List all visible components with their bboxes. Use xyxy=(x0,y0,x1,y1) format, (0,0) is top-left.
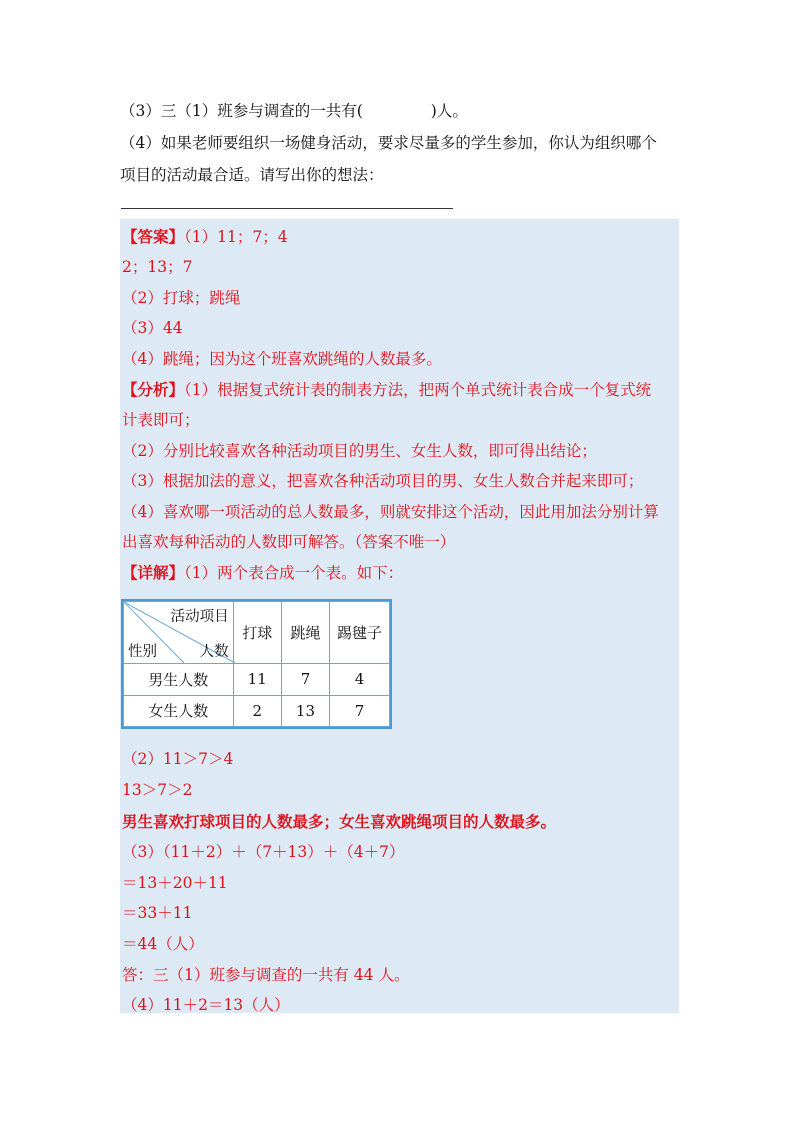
corner-count-label: 人数 xyxy=(199,644,229,660)
detail-p3-line-2: ＝13＋20＋11 xyxy=(122,874,228,892)
question-3-prefix: （3）三（1）班参与调查的一共有( xyxy=(120,102,363,120)
analysis-label: 【分析】 xyxy=(122,380,185,399)
detail-intro: （1）两个表合成一个表。如下： xyxy=(184,564,404,582)
detail-p2-conclusion: 男生喜欢打球项目的人数最多；女生喜欢跳绳项目的人数最多。 xyxy=(122,812,557,831)
detail-p3-line-3: ＝33＋11 xyxy=(122,904,193,922)
detail-line-1 xyxy=(122,561,403,583)
analysis-line-6: 出喜欢每种活动的人数即可解答。（答案不唯一） xyxy=(122,533,456,551)
question-3-suffix: )人。 xyxy=(430,102,468,120)
analysis-line-2: 计表即可； xyxy=(122,411,200,429)
table-cell: 7 xyxy=(330,695,390,727)
detail-p3-answer: 答：三（1）班参与调查的一共有 44 人。 xyxy=(122,966,410,984)
answer-text-1: （1）11；7；4 xyxy=(184,228,288,246)
table-header-cell: 打球 xyxy=(233,602,281,664)
detail-p3-line-4: ＝44（人） xyxy=(122,935,204,953)
table-corner-cell xyxy=(124,602,234,664)
detail-label: 【详解】 xyxy=(122,563,185,582)
table-cell: 4 xyxy=(330,664,390,696)
table-header-row xyxy=(124,602,390,664)
analysis-line-1 xyxy=(122,378,651,400)
table-row xyxy=(124,695,390,727)
analysis-line-4: （3）根据加法的意义，把喜欢各种活动项目的男、女生人数合并起来即可； xyxy=(122,472,644,490)
combined-statistics-table xyxy=(121,599,392,729)
question-4-line-2: 项目的活动最合适。请写出你的想法： xyxy=(120,166,384,184)
detail-p2-line-2: 13＞7＞2 xyxy=(122,781,193,799)
question-3 xyxy=(120,99,468,121)
table-row-label: 男生人数 xyxy=(124,664,234,696)
analysis-line-3: （2）分别比较喜欢各种活动项目的男生、女生人数，即可得出结论； xyxy=(122,442,597,460)
detail-p2-line-1: （2）11＞7＞4 xyxy=(122,750,234,768)
table-cell: 13 xyxy=(281,695,329,727)
table-row xyxy=(124,664,390,696)
answer-label: 【答案】 xyxy=(122,227,185,246)
table-row-label: 女生人数 xyxy=(124,695,234,727)
question-4-line-1: （4）如果老师要组织一场健身活动，要求尽量多的学生参加，你认为组织哪个 xyxy=(120,134,657,152)
answer-line-1 xyxy=(122,225,288,247)
detail-p4-line-1: （4）11＋2＝13（人） xyxy=(122,996,290,1014)
table-cell: 2 xyxy=(233,695,281,727)
table-header-cell: 踢毽子 xyxy=(330,602,390,664)
detail-p3-line-1: （3）（11＋2）＋（7＋13）＋（4＋7） xyxy=(122,843,405,861)
answer-line-5: （4）跳绳；因为这个班喜欢跳绳的人数最多。 xyxy=(122,350,442,368)
corner-gender-label: 性别 xyxy=(128,644,157,660)
analysis-line-5: （4）喜欢哪一项活动的总人数最多，则就安排这个活动，因此用加法分别计算 xyxy=(122,503,659,521)
analysis-text-1: （1）根据复式统计表的制表方法，把两个单式统计表合成一个复式统 xyxy=(184,381,652,399)
corner-activity-label: 活动项目 xyxy=(170,609,229,625)
answer-line-2: 2；13；7 xyxy=(122,258,193,276)
answer-line-4: （3）44 xyxy=(122,319,183,337)
stats-table xyxy=(123,601,390,727)
table-header-cell: 跳绳 xyxy=(281,602,329,664)
table-cell: 7 xyxy=(281,664,329,696)
table-cell: 11 xyxy=(233,664,281,696)
answer-line-3: （2）打球；跳绳 xyxy=(122,289,241,307)
answer-writing-line xyxy=(121,208,453,209)
